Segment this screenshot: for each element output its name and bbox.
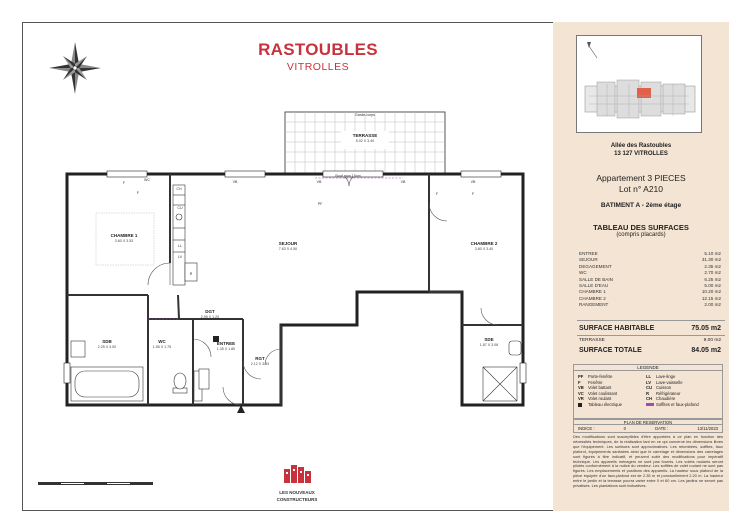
surfaces-table-title: TABLEAU DES SURFACES [593,223,689,232]
soffit-swatch [646,403,654,406]
code-ll: LL [178,244,182,248]
compass-rose-icon [49,42,101,94]
project-city: VITROLLES [286,61,350,73]
divider [577,320,725,321]
terrace-dimensions: 5.02 X 3.40 [355,139,375,143]
code-vb3: VB [400,180,406,184]
room-chambre1-label: CHAMBRE 1 [110,233,138,238]
code-cu: CU [177,206,183,210]
code-lv: LV [177,255,183,259]
code-f1: F [122,181,126,185]
room-wc-dim: 1.55 X 1.75 [152,345,172,349]
entry-cabinet [199,369,209,389]
address-city: 13 127 VITROLLES [614,151,668,157]
room-sdb-dim: 2.25 X 3.00 [97,345,117,349]
reservation-title: PLAN DE RESERVATION [574,420,722,425]
code-vb4: VB [470,180,476,184]
scale-bar [38,479,153,489]
code-f2: F [136,191,140,195]
legend-row: VR Volet roulant CH Chaudière [578,396,676,402]
surface-row: WC 2.70 m2 [579,270,721,276]
surfaces-table-subtitle: (compris placards) [616,232,666,238]
reservation-box [573,419,723,433]
project-title: RASTOUBLES [258,40,378,59]
indice-label: INDICE : [578,426,595,431]
divider [577,335,725,336]
floor-plan-area [23,23,553,510]
toilet [173,373,187,393]
terrace-label: TERRASSE [352,133,378,138]
code-f4: F [435,192,439,196]
code-pf: PF [317,202,323,206]
room-dgt-label: DGT [205,309,215,314]
room-entree-dim: 1.35 X 1.80 [216,347,236,351]
apartment-lot: Lot n° A210 [618,184,664,194]
bathtub [71,341,143,401]
room-sejour-label: SEJOUR [278,241,298,246]
kitchen-block [173,185,197,285]
room-rgt-label: RGT [255,356,265,361]
building-logo-icon [280,463,314,483]
surface-row: ENTREE 5.10 m2 [579,251,721,256]
apartment-type: Appartement 3 PIECES [596,173,686,183]
windows [64,171,526,383]
surface-habitable: SURFACE HABITABLE 75.05 m2 [579,325,721,332]
surface-row: CHAMBRE 1 10.20 m2 [579,289,721,295]
surface-row: RANGEMENT 2.00 m2 [579,302,721,308]
surface-totale: SURFACE TOTALE 84.05 m2 [579,347,721,354]
soffit-label: Bouf mon 15cm [335,174,361,178]
room-rgt-dim: 2.12 X 3.93 [250,362,270,366]
surfaces-table [579,251,721,309]
code-vb1: VB [232,180,238,184]
surface-row: CHAMBRE 2 12.15 m2 [579,295,721,301]
date-label: DATE : [655,426,669,431]
room-wc-label: WC [158,339,166,344]
surface-row: SALLE DE BAIN 6.25 m2 [579,276,721,282]
legend-row [578,402,720,408]
legend-row: PF Porte-fenêtre LL Lave-linge [578,374,676,379]
surface-row: SEJOUR 31.30 m2 [579,257,721,263]
legend-electric: Tableau électrique [588,401,622,407]
code-f3: F [471,192,475,196]
room-chambre2-dim: 3.80 X 3.40 [474,247,494,251]
north-arrow-icon [589,46,597,58]
legend-row: F Fenêtre LV Lave-vaisselle [578,379,683,385]
floor-plan [23,23,553,510]
code-ch: CH [176,187,182,191]
soffit-lines [148,178,403,319]
logo-line2: CONSTRUCTEURS [276,497,318,502]
surface-row: SALLE D'EAU 5.00 m2 [579,282,721,288]
logo-line1: LES NOUVEAUX [279,490,315,495]
room-chambre2-label: CHAMBRE 2 [470,241,498,246]
code-wc: WC [144,178,150,182]
indice-value: 0 [623,426,626,431]
legend-soffit: Soffites et faux-plafond [656,401,699,407]
room-sde-label: SDE [484,337,494,342]
electric-panel-icon [578,403,582,407]
terrace-surface: TERRASSE 9.00 m2 [579,338,721,343]
room-dgt-dim: 2.95 X 1.20 [200,315,220,319]
code-r: R [189,272,193,276]
surface-row: DEGAGEMENT 2.35 m2 [579,263,721,269]
building-floor: BATIMENT A - 2ème étage [600,202,682,209]
date-value: 13/11/2023 [697,426,718,431]
info-panel [553,22,729,511]
legend-row: VB Volet battant CU Cuisson [578,385,672,391]
room-sde-dim: 1.87 X 3.08 [479,343,499,347]
builder-logo [267,463,327,502]
shower [483,341,521,401]
code-vb2: VB [316,180,322,184]
terrace [285,112,445,174]
legend-title: LEGENDE [574,365,722,371]
disclaimer-notes: Des modifications sont susceptibles d'être apportées à ce plan en fonction des nécessités techniques, de la réalisation tant en ce qui concerne les dimensions libres que l'équipement. Les surfaces sont approximatives. Les retombées, soffites, faux plafond, équipements sanitaires ainsi que le carrelage et dimensions des carrelages sont figurés à titre indicatif, et peuvent subir des modifications pour impératif technique. Les appareils ménagers ne sont pas fournis. Les volets roulants seront pilotés conformément à la notice du vendeur. Les soffites de volet roulant ne sont pas figurés. Les emplacements et positions des appareils. La hauteur sous plafond de la pièce équipée d'un faux-plafond est de 2.35 m et ponctuellement 2.20 m. La hauteur entre le jardin et la terrasse pourra varier entre 0 et 60 cm. Les jardins ne seront pas privatisés. Les plantations sont indicatives. [573,434,723,489]
legend-row: VC Volet coulissant R Réfrigérateur [578,390,681,396]
room-sejour-dim: 7.63 X 4.50 [278,247,298,251]
lot-highlight [637,88,651,98]
location-minimap [576,35,702,133]
room-chambre1-dim: 3.60 X 3.53 [114,239,134,243]
room-entree-label: ENTREE [216,341,236,346]
address-street: Allée des Rastoubles [610,143,672,149]
railing-label: Garde-corps [355,113,375,117]
room-sdb-label: SDB [102,339,112,344]
legend-box [573,364,723,419]
